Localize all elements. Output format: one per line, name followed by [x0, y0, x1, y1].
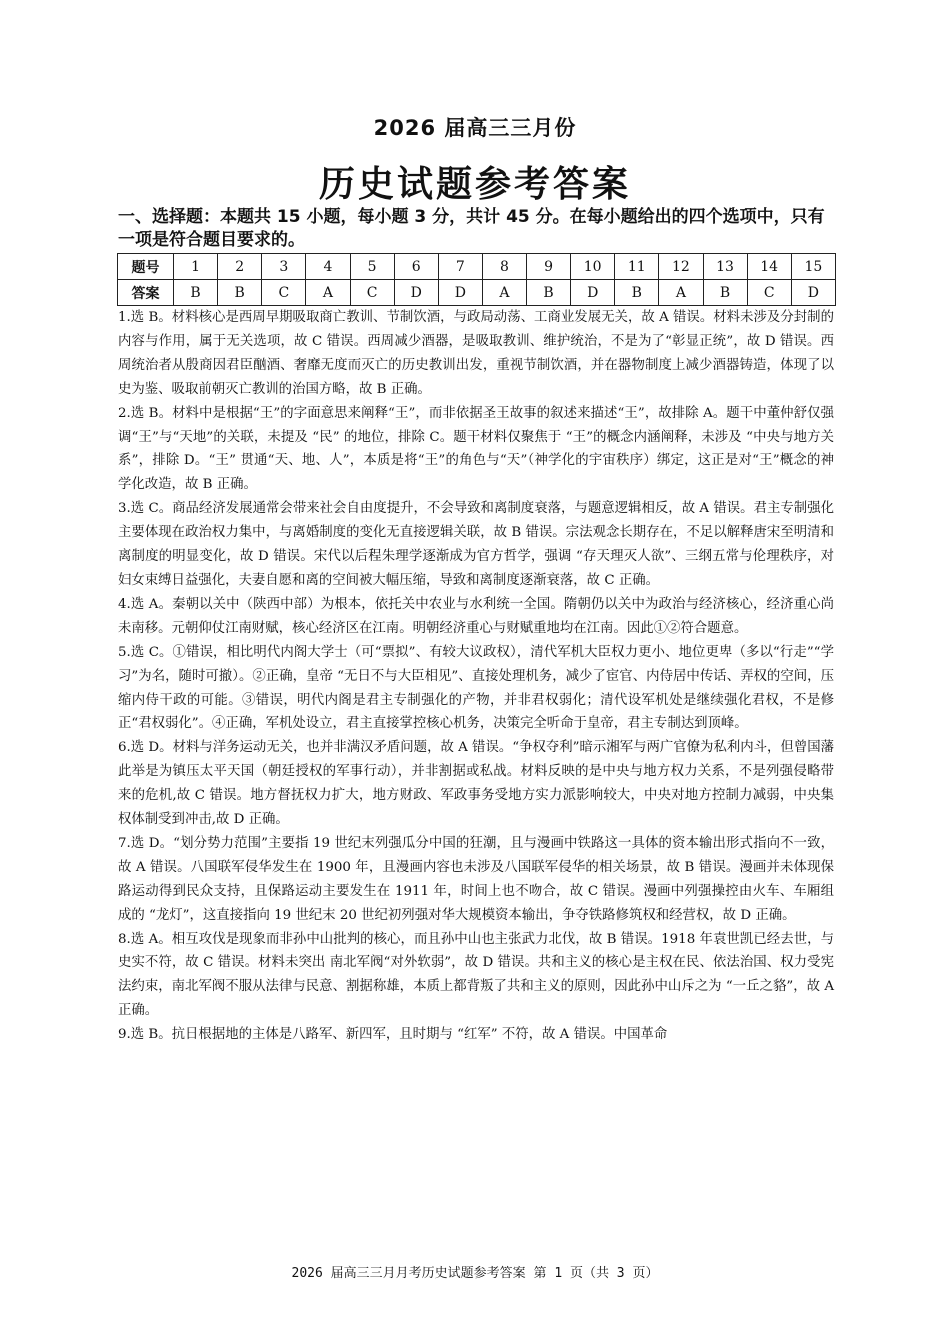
answer-cell: B [174, 280, 218, 306]
question-number-cell: 13 [703, 254, 747, 280]
question-number-cell: 2 [218, 254, 262, 280]
question-number-cell: 14 [747, 254, 791, 280]
answer-cell: B [615, 280, 659, 306]
exam-title: 2026 届高三三月份 [373, 116, 577, 140]
question-number-cell: 7 [438, 254, 482, 280]
answer-cell: D [571, 280, 615, 306]
answer-cell: D [791, 280, 835, 306]
question-number-cell: 5 [350, 254, 394, 280]
answer-cell: B [527, 280, 571, 306]
answer-cell: A [482, 280, 526, 306]
answer-cell: C [350, 280, 394, 306]
row-label-answer: 答案 [118, 280, 174, 306]
question-number-cell: 3 [262, 254, 306, 280]
explanation-paragraph: 6.选 D。材料与洋务运动无关，也并非满汉矛盾问题，故 A 错误。“争权夺利”暗示湘军与两广官僚为私利内斗，但曾国藩此举是为镇压太平天国（朝廷授权的军事行动），并非割据或私战。材料反映的是中央与地方权力关系，不是列强侵略带来的危机,故 C 错误。地方督抚权力扩大，地方财政、军政事务受地方实力派影响较大，中央对地方控制力减弱，中央集权体制受到冲击,故 D 正确。 [118, 740, 834, 828]
explanations [118, 306, 834, 1047]
row-label-number: 题号 [118, 254, 174, 280]
question-number-cell: 6 [394, 254, 438, 280]
answer-cell: D [438, 280, 482, 306]
question-number-cell: 12 [659, 254, 703, 280]
explanation-paragraph: 7.选 D。“划分势力范围”主要指 19 世纪末列强瓜分中国的狂潮，且与漫画中铁路这一具体的资本输出形式指向不一致，故 A 错误。八国联军侵华发生在 1900 年，且漫画内容也未涉及八国联军侵华的相关场景，故 B 错误。漫画并未体现保路运动得到民众支持，且保路运动主要发生在 1911 年，时间上也不吻合，故 C 错误。漫画中列强操控由火车、车厢组成的 “龙灯”，这直接指向 19 世纪末 20 世纪初列强对华大规模资本输出，争夺铁路修筑权和经营权，故 D 正确。 [118, 835, 834, 923]
explanation-paragraph: 4.选 A。秦朝以关中（陕西中部）为根本，依托关中农业与水利统一全国。隋朝仍以关中为政治与经济核心，经济重心尚未南移。元朝仰仗江南财赋，核心经济区在江南。明朝经济重心与财赋重地均在江南。因此①②符合题意。 [118, 596, 834, 636]
explanation-paragraph: 2.选 B。材料中是根据“王”的字面意思来阐释“王”，而非依据圣王故事的叙述来描述“王”，故排除 A。题干中董仲舒仅强调“王”与“天地”的关联，未提及 “民” 的地位，排除 C。题干材料仅聚焦于 “王”的概念内涵阐释，未涉及 “中央与地方关系”，排除 D。“王” 贯通“天、地、人”，本质是将“王”的角色与“天”（神学化的宇宙秩序）绑定，这正是对“王”概念的神学化改造，故 B 正确。 [118, 405, 834, 493]
answer-cell: A [659, 280, 703, 306]
question-number-row [118, 254, 836, 280]
answer-cell: C [262, 280, 306, 306]
answer-cell: B [218, 280, 262, 306]
answer-cell: B [703, 280, 747, 306]
question-number-cell: 9 [527, 254, 571, 280]
answer-table [117, 253, 836, 306]
answer-row [118, 280, 836, 306]
question-number-cell: 15 [791, 254, 835, 280]
question-number-cell: 10 [571, 254, 615, 280]
question-number-cell: 4 [306, 254, 350, 280]
explanation-paragraph: 9.选 B。抗日根据地的主体是八路军、新四军，且时期与 “红军” 不符，故 A 错误。中国革命 [118, 1027, 668, 1043]
question-number-cell: 1 [174, 254, 218, 280]
explanation-paragraph: 1.选 B。材料核心是西周早期吸取商亡教训、节制饮酒，与政局动荡、工商业发展无关，故 A 错误。材料未涉及分封制的内容与作用，属于无关选项，故 C 错误。西周减少酒器，是吸取教训、维护统治，不是为了“彰显正统”，故 D 错误。西周统治者从殷商因君臣酗酒、奢靡无度而灭亡的历史教训出发，重视节制饮酒，并在器物制度上减少酒器铸造，体现了以史为鉴、吸取前朝灭亡教训的治国方略，故 B 正确。 [118, 310, 834, 397]
answer-cell: D [394, 280, 438, 306]
explanation-paragraph: 5.选 C。①错误，相比明代内阁大学士（可“票拟”、有较大议政权），清代军机大臣权力更小、地位更卑（多以“行走”“学习”为名，随时可撤）。②正确，皇帝 “无日不与大臣相见”、直接处理机务，减少了宦官、内侍居中传话、弄权的空间，压缩内侍干政的可能。③错误，明代内阁是君主专制强化的产物，并非君权弱化；清代设军机处是继续强化君权，不是修正“君权弱化”。④正确，军机处设立，君主直接掌控核心机务，决策完全听命于皇帝，君主专制达到顶峰。 [118, 644, 834, 732]
answer-cell: A [306, 280, 350, 306]
question-number-cell: 11 [615, 254, 659, 280]
answer-cell: C [747, 280, 791, 306]
explanation-paragraph: 8.选 A。相互攻伐是现象而非孙中山批判的核心，而且孙中山也主张武力北伐，故 B 错误。1918 年袁世凯已经去世，与史实不符，故 C 错误。材料未突出 南北军阀“对外软弱”，故 D 错误。共和主义的核心是主权在民、依法治国、权力受宪法约束，南北军阀不服从法律与民意、割据称雄，本质上都背叛了共和主义的原则，因此孙中山斥之为 “一丘之貉”，故 A 正确。 [118, 931, 834, 1019]
section-heading: 一、选择题：本题共 15 小题，每小题 3 分，共计 45 分。在每小题给出的四个选项中，只有一项是符合题目要求的。 [118, 207, 825, 250]
page-footer: 2026 届高三三月月考历史试题参考答案 第 1 页（共 3 页） [291, 1266, 659, 1281]
explanation-paragraph: 3.选 C。商品经济发展通常会带来社会自由度提升，不会导致和离制度衰落，与题意逻辑相反，故 A 错误。君主专制强化主要体现在政治权力集中，与离婚制度的变化无直接逻辑关联，故 B 错误。宗法观念长期存在，不足以解释唐宋至明清和离制度的明显变化，故 D 错误。宋代以后程朱理学逐渐成为官方哲学，强调 “存天理灭人欲”、三纲五常与伦理秩序，对妇女束缚日益强化，夫妻自愿和离的空间被大幅压缩，导致和离制度逐渐衰落，故 C 正确。 [118, 501, 834, 588]
question-number-cell: 8 [482, 254, 526, 280]
document-title: 历史试题参考答案 [318, 164, 631, 205]
